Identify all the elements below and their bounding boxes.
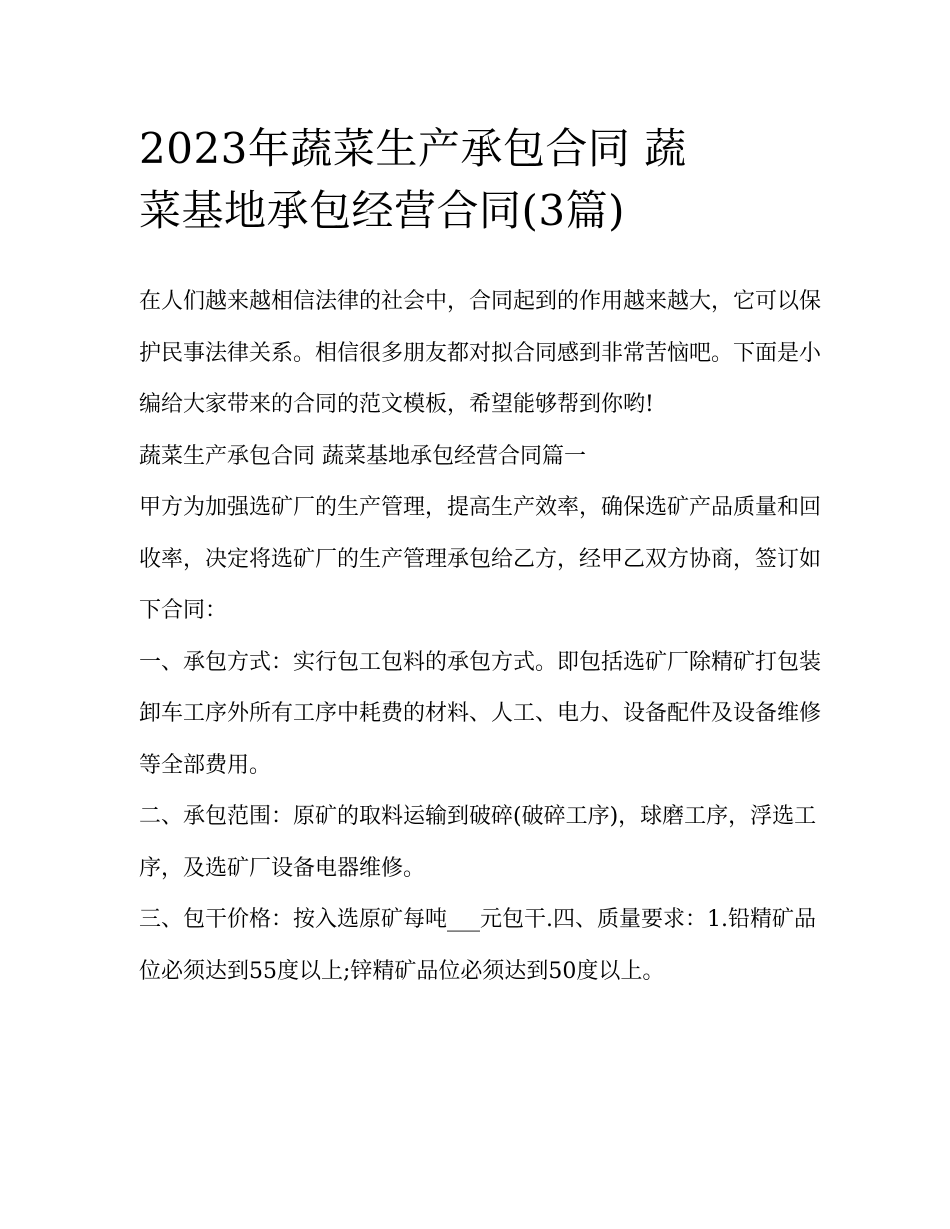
clause-3: 三、包干价格：按入选原矿每吨___元包干.四、质量要求：1.铅精矿品位必须达到55度以上;锌精矿品位必须达到50度以上。 (139, 907, 816, 984)
contract-preamble: 甲方为加强选矿厂的生产管理，提高生产效率，确保选矿产品质量和回收率，决定将选矿厂的生产管理承包给乙方，经甲乙双方协商，签订如下合同： (139, 495, 822, 623)
document-body (139, 276, 829, 997)
document-title (139, 118, 819, 242)
title-line-1: 2023年蔬菜生产承包合同 蔬 (139, 124, 687, 173)
intro-paragraph: 在人们越来越相信法律的社会中，合同起到的作用越来越大，它可以保护民事法律关系。相信很多朋友都对拟合同感到非常苦恼吧。下面是小编给大家带来的合同的范文模板，希望能够帮到你哟! (139, 289, 822, 417)
clause-2: 二、承包范围：原矿的取料运输到破碎(破碎工序)，球磨工序，浮选工序，及选矿厂设备电器维修。 (139, 804, 817, 881)
title-line-2: 菜基地承包经营合同(3篇) (139, 186, 625, 235)
section-heading: 蔬菜生产承包合同 蔬菜基地承包经营合同篇一 (139, 443, 586, 469)
clause-1: 一、承包方式：实行包工包料的承包方式。即包括选矿厂除精矿打包装卸车工序外所有工序中耗费的材料、人工、电力、设备配件及设备维修等全部费用。 (139, 649, 822, 778)
